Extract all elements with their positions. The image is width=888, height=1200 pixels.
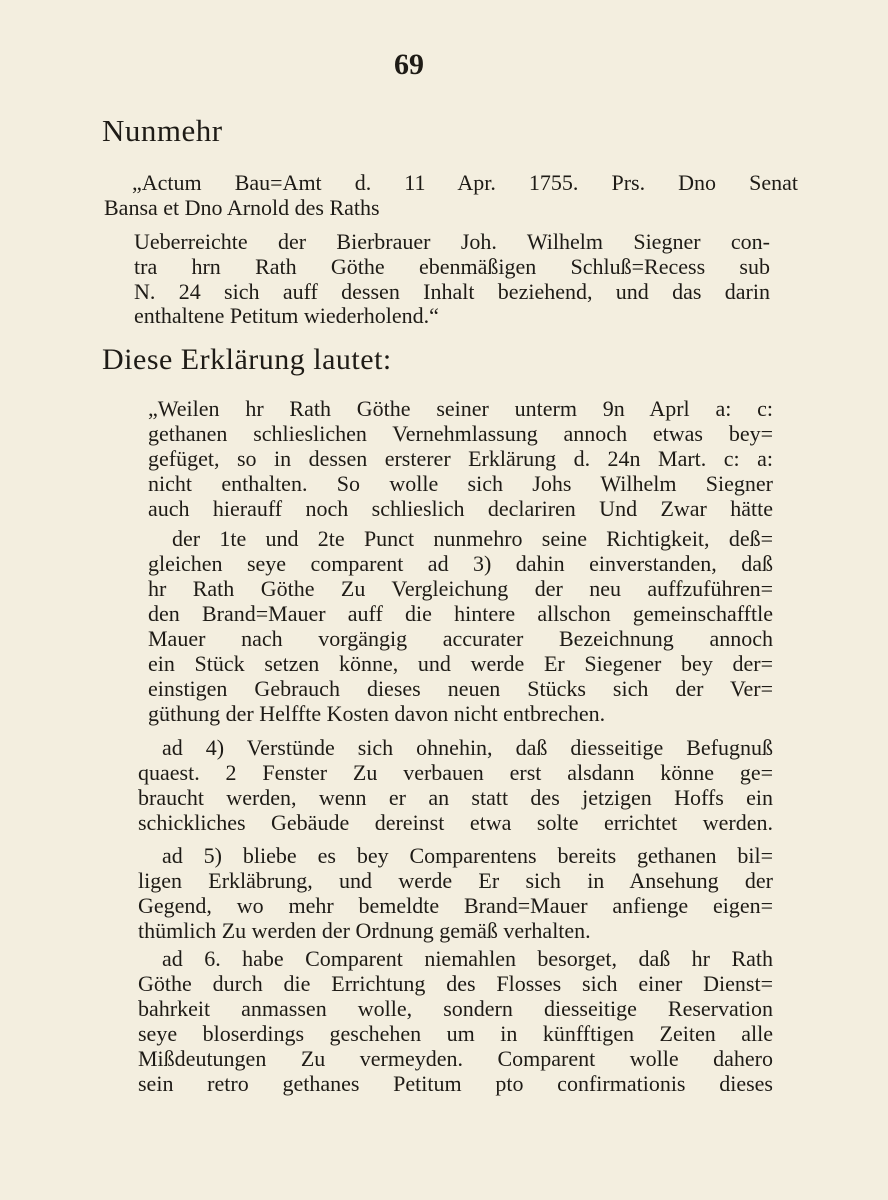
text-line: Mißdeutungen Zu vermeyden. Comparent wolle dahero	[138, 1046, 773, 1071]
text-line: enthaltene Petitum wiederholend.“	[134, 303, 439, 328]
text-line: auch hierauff noch schlieslich declariren Und Zwar hätte	[148, 496, 773, 521]
text-line: gefüget, so in dessen ersterer Erklärung d. 24n Mart. c: a:	[148, 446, 773, 471]
text-line: ligen Erkläbrung, und werde Er sich in Ansehung der	[138, 868, 773, 893]
text-line: „Actum Bau=Amt d. 11 Apr. 1755. Prs. Dno Senat	[132, 170, 798, 195]
text-line: Bansa et Dno Arnold des Raths	[104, 195, 380, 220]
text-line: hr Rath Göthe Zu Vergleichung der neu auffzuführen=	[148, 576, 773, 601]
text-line: gleichen seye comparent ad 3) dahin einverstanden, daß	[148, 551, 773, 576]
text-line: N. 24 sich auff dessen Inhalt beziehend, und das darin	[134, 279, 770, 304]
text-line: einstigen Gebrauch dieses neuen Stücks sich der Ver=	[148, 676, 773, 701]
text-line: ein Stück setzen könne, und werde Er Siegener bey der=	[148, 651, 773, 676]
text-line: schickliches Gebäude dereinst etwa solte errichtet werden.	[138, 810, 773, 835]
text-line: Göthe durch die Errichtung des Flosses sich einer Dienst=	[138, 971, 773, 996]
text-line: ad 4) Verstünde sich ohnehin, daß diesseitige Befugnuß	[162, 735, 773, 760]
text-line: Ueberreichte der Bierbrauer Joh. Wilhelm Siegner con-	[134, 229, 770, 254]
text-line: ad 5) bliebe es bey Comparentens bereits gethanen bil=	[162, 843, 773, 868]
heading-nunmehr: Nunmehr	[102, 113, 223, 148]
text-line: thümlich Zu werden der Ordnung gemäß verhalten.	[138, 918, 591, 943]
text-line: ad 6. habe Comparent niemahlen besorget, daß hr Rath	[162, 946, 773, 971]
text-line: quaest. 2 Fenster Zu verbauen erst alsdann könne ge=	[138, 760, 773, 785]
text-line: braucht werden, wenn er an statt des jetzigen Hoffs ein	[138, 785, 773, 810]
page-number: 69	[394, 48, 424, 81]
text-line: „Weilen hr Rath Göthe seiner unterm 9n Aprl a: c:	[148, 396, 773, 421]
text-line: güthung der Helffte Kosten davon nicht entbrechen.	[148, 701, 606, 726]
text-line: nicht enthalten. So wolle sich Johs Wilhelm Siegner	[148, 471, 773, 496]
heading-erklaerung: Diese Erklärung lautet:	[102, 343, 392, 376]
text-line: Gegend, wo mehr bemeldte Brand=Mauer anfienge eigen=	[138, 893, 773, 918]
text-line: seye bloserdings geschehen um in künfftigen Zeiten alle	[138, 1021, 773, 1046]
text-line: Mauer nach vorgängig accurater Bezeichnung annoch	[148, 626, 773, 651]
text-line: sein retro gethanes Petitum pto confirmationis dieses	[138, 1071, 773, 1096]
text-line: gethanen schlieslichen Vernehmlassung annoch etwas bey=	[148, 421, 773, 446]
text-line: tra hrn Rath Göthe ebenmäßigen Schluß=Recess sub	[134, 254, 770, 279]
text-line: bahrkeit anmassen wolle, sondern diesseitige Reservation	[138, 996, 773, 1021]
text-line: der 1te und 2te Punct nunmehro seine Richtigkeit, deß=	[172, 526, 773, 551]
text-line: den Brand=Mauer auff die hintere allschon gemeinschafftle	[148, 601, 773, 626]
